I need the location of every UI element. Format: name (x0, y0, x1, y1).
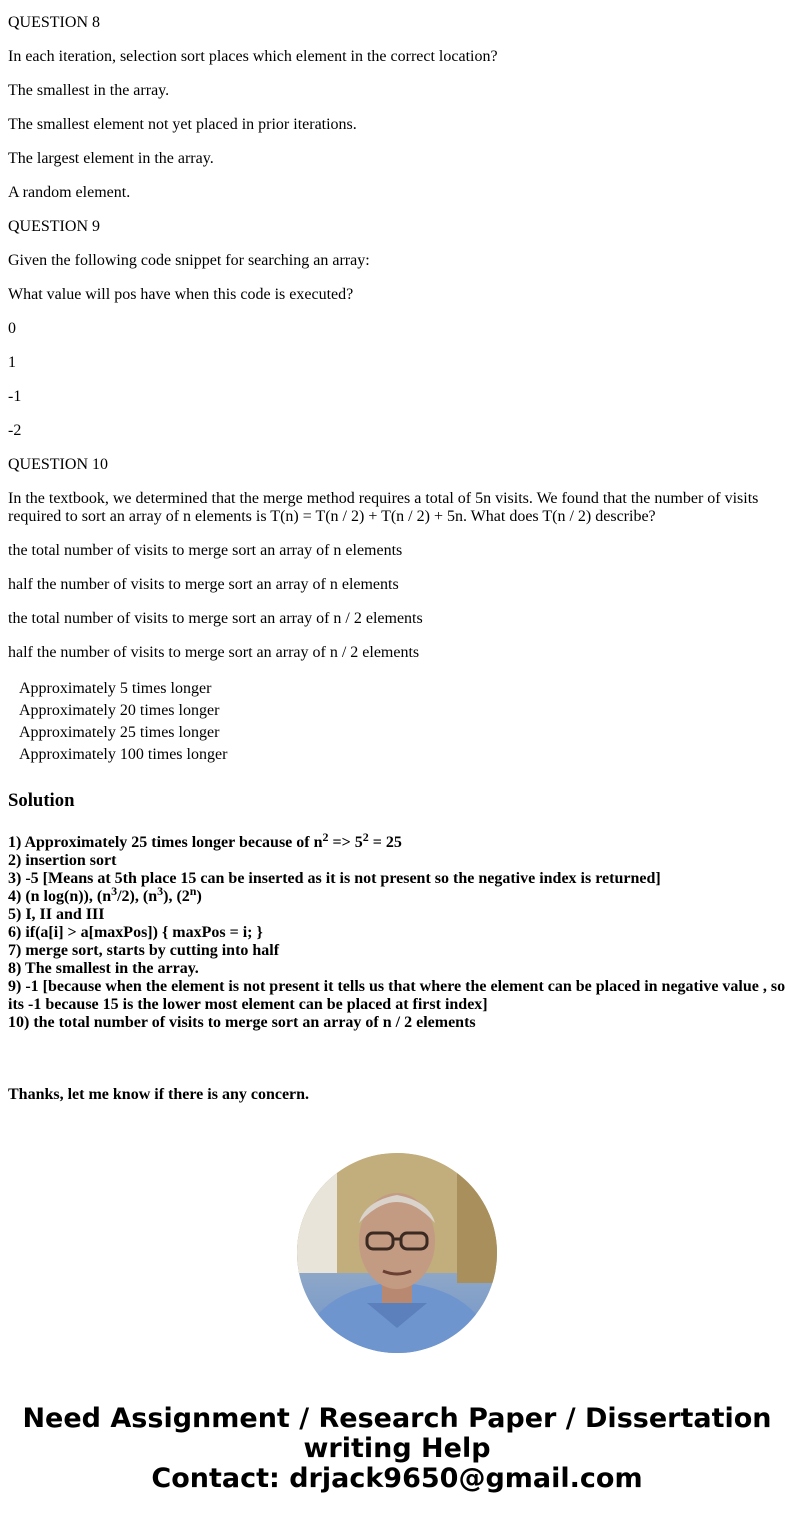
document-body (8, 14, 788, 1104)
question-10-option-4: half the number of visits to merge sort an array of n / 2 elements (8, 644, 420, 661)
solution-line-4: 4) (n log(n)), $(n^3/2)$, $(n^3)$, (2$^n$) (8, 884, 202, 905)
solution-line-7: 7) merge sort, starts by cutting into half (8, 942, 280, 959)
solution-line-10: 10) the total number of visits to merge sort an array of n / 2 elements (8, 1014, 476, 1031)
question-10-option-2: half the number of visits to merge sort an array of n elements (8, 576, 399, 593)
extra-option: Approximately 5 times longer (19, 680, 212, 697)
promo-banner (0, 1404, 794, 1494)
solution-line-6: 6) if(a[i] > a[maxPos]) { maxPos = i; } (8, 924, 263, 941)
question-8-prompt: In each iteration, selection sort places which element in the correct location? (8, 48, 498, 65)
extra-option: Approximately 25 times longer (19, 724, 220, 741)
question-10-option-3: the total number of visits to merge sort an array of n / 2 elements (8, 610, 423, 627)
question-10-heading: QUESTION 10 (8, 456, 108, 473)
question-9-prompt-2: What value will pos have when this code is executed? (8, 286, 354, 303)
question-8-heading: QUESTION 8 (8, 14, 100, 31)
author-portrait-icon (297, 1153, 497, 1353)
solution-line-1: 1) Approximately 25 times longer because of $n^2 => 5^2 = 25$ (8, 830, 402, 851)
promo-line-2: Contact: drjack9650@gmail.com (151, 1463, 643, 1494)
solution-answers (8, 830, 788, 1032)
solution-heading: Solution (8, 790, 75, 811)
solution-line-5: 5) I, II and III (8, 906, 105, 923)
solution-line-8: 8) The smallest in the array. (8, 960, 199, 977)
extra-option: Approximately 100 times longer (19, 746, 228, 763)
promo-line-1: Need Assignment / Research Paper / Dissertation writing Help (22, 1403, 772, 1464)
question-9-option-1: 0 (8, 320, 16, 337)
question-9-heading: QUESTION 9 (8, 218, 100, 235)
question-8-option-4: A random element. (8, 184, 131, 201)
question-8-option-3: The largest element in the array. (8, 150, 214, 167)
author-avatar (297, 1153, 497, 1353)
question-10-prompt: In the textbook, we determined that the merge method requires a total of 5n visits. We found that the number of visits required to sort an array of n elements is T(n) = T(n / 2) + T(n / 2) + 5n. What does T(n / 2) describe? (8, 490, 759, 525)
solution-line-3: 3) -5 [Means at 5th place 15 can be inserted as it is not present so the negative index is returned] (8, 870, 661, 887)
question-8-option-1: The smallest in the array. (8, 82, 170, 99)
solution-line-9: 9) -1 [because when the element is not present it tells us that where the element can be placed in negative value , so its -1 because 15 is the lower most element can be placed at first index] (8, 978, 786, 1013)
question-9-option-2: 1 (8, 354, 16, 371)
question-9-option-3: -1 (8, 388, 22, 405)
question-8-option-2: The smallest element not yet placed in prior iterations. (8, 116, 357, 133)
question-9-prompt: Given the following code snippet for searching an array: (8, 252, 370, 269)
question-9-option-4: -2 (8, 422, 22, 439)
question-10-option-1: the total number of visits to merge sort an array of n elements (8, 542, 403, 559)
thanks-note: Thanks, let me know if there is any concern. (8, 1086, 310, 1103)
extra-options-list (19, 678, 788, 766)
extra-option: Approximately 20 times longer (19, 702, 220, 719)
solution-line-2: 2) insertion sort (8, 852, 117, 869)
